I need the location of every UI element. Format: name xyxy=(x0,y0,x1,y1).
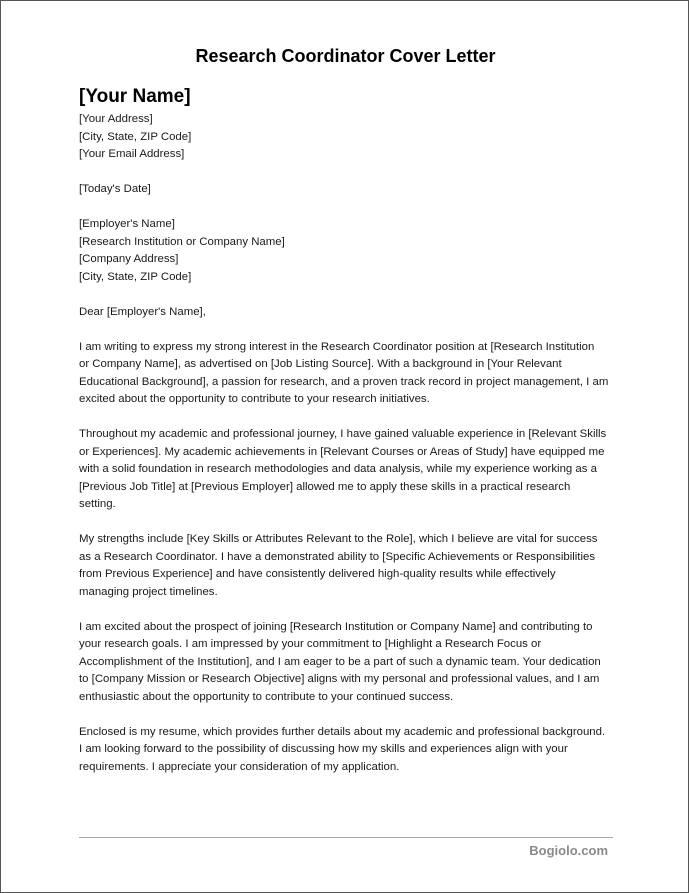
body-paragraph-3 xyxy=(79,531,614,601)
paragraph-line: to [Company Mission or Research Objective] aligns with my personal and professional values, and I am xyxy=(79,673,600,685)
body-paragraph-1 xyxy=(79,339,614,409)
recipient-address: [Company Address] xyxy=(79,253,179,265)
sender-address: [Your Address] xyxy=(79,113,153,125)
sender-city: [City, State, ZIP Code] xyxy=(79,130,192,143)
footer-divider xyxy=(79,837,613,838)
paragraph-line: setting. xyxy=(79,498,116,510)
paragraph-line: or Experiences]. My academic achievements in [Relevant Courses or Areas of Study] have equipped me xyxy=(79,445,605,458)
paragraph-line: requirements. I appreciate your consideration of my application. xyxy=(79,760,400,773)
body-paragraph-5 xyxy=(79,724,614,777)
paragraph-line: enthusiastic about the opportunity to contribute to your continued success. xyxy=(79,690,454,703)
document-title: Research Coordinator Cover Letter xyxy=(195,46,496,66)
letter-body xyxy=(79,85,614,794)
paragraph-line: from Previous Experience] and have consistently delivered high-quality results while effectively xyxy=(79,568,556,580)
letter-date: [Today's Date] xyxy=(79,183,151,195)
paragraph-line: My strengths include [Key Skills or Attributes Relevant to the Role], which I believe are vital for success xyxy=(79,533,598,545)
paragraph-line: Educational Background], a passion for research, and a proven track record in project management, I am xyxy=(79,375,609,388)
paragraph-line: excited about the opportunity to contribute to your research initiatives. xyxy=(79,393,430,405)
sender-block xyxy=(79,111,614,164)
recipient-city: [City, State, ZIP Code] xyxy=(79,270,192,283)
recipient-organization: [Research Institution or Company Name] xyxy=(79,235,285,248)
body-paragraph-2 xyxy=(79,426,614,514)
paragraph-line: Enclosed is my resume, which provides further details about my academic and professional background. xyxy=(79,725,606,738)
recipient-name: [Employer's Name] xyxy=(79,218,175,230)
paragraph-line: managing project timelines. xyxy=(79,585,218,598)
paragraph-line: or Company Name], as advertised on [Job Listing Source]. With a background in [Your Relevant xyxy=(79,358,562,370)
body-paragraph-4 xyxy=(79,619,614,707)
paragraph-line: I am writing to express my strong interest in the Research Coordinator position at [Research Institution xyxy=(79,340,595,353)
sender-name: [Your Name] xyxy=(79,86,191,107)
paragraph-line: [Previous Job Title] at [Previous Employer] allowed me to apply these skills in a practical research xyxy=(79,480,571,493)
paragraph-line: as a Research Coordinator. I have a demonstrated ability to [Specific Achievements or Responsibilities xyxy=(79,550,596,563)
paragraph-line: your research goals. I am impressed by your commitment to [Highlight a Research Focus or xyxy=(79,638,542,650)
footer-brand: Bogiolo.com xyxy=(529,843,608,858)
salutation: Dear [Employer's Name], xyxy=(79,305,206,318)
recipient-block xyxy=(79,216,614,286)
sender-email: [Your Email Address] xyxy=(79,148,185,160)
paragraph-line: I am looking forward to the possibility of discussing how my skills and experiences align with your xyxy=(79,743,568,755)
paragraph-line: I am excited about the prospect of joining [Research Institution or Company Name] and contributing to xyxy=(79,620,593,633)
paragraph-line: Throughout my academic and professional journey, I have gained valuable experience in [Relevant Skills xyxy=(79,428,607,440)
paragraph-line: with a solid foundation in research methodologies and data analysis, while my experience working as a xyxy=(79,463,597,475)
paragraph-line: Accomplishment of the Institution], and I am eager to be a part of such a dynamic team. Your dedication xyxy=(79,655,601,668)
